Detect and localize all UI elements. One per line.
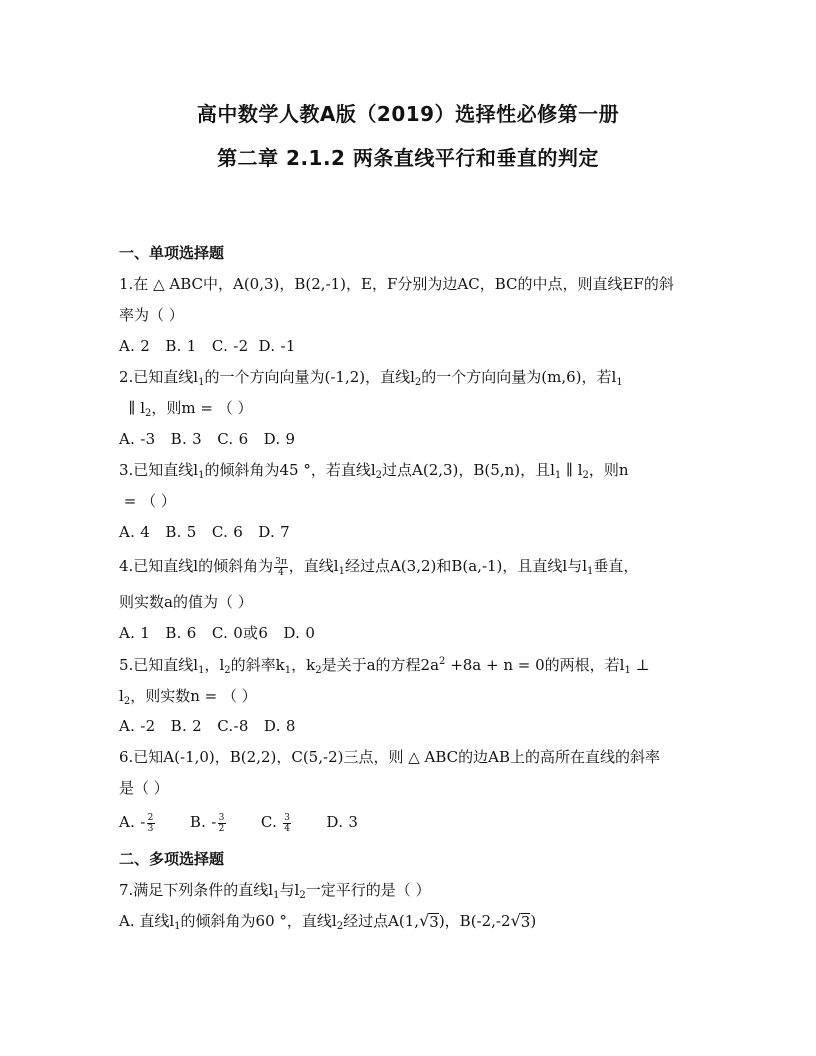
question-4-text: 4.已知直线l的倾斜角为 $\frac{3\pi}{4}$ ，直线$l_1$经过点A(3,2)和B(a,-1)，且直线l与$l_1$垂直， xyxy=(119,556,639,578)
question-6-text-cont: 是（ ） xyxy=(119,779,169,797)
question-3-text-cont: = （ ） xyxy=(119,492,176,510)
question-2-text-cont: ∥ $l_2$，则m = （ ） xyxy=(119,399,253,419)
question-5-text: 5.已知直线$l_1$，$l_2$的斜率$k_1$，$k_2$是关于a的方程$2a^2 +8a + n = 0$的两根，若$l_1$ ⊥ xyxy=(119,656,650,676)
question-5-options: A. -2 B. 2 C.-8 D. 8 xyxy=(119,717,296,735)
option-a: A. - $\frac{2}{3}$ xyxy=(119,812,154,834)
option-b: B. - $\frac{3}{2}$ xyxy=(189,812,225,834)
question-4-text-cont: 则实数a的值为（ ） xyxy=(119,593,253,611)
section-single-choice-title: 一、单项选择题 xyxy=(119,244,225,262)
question-6-text: 6.已知A(-1,0)，B(2,2)，C(5,-2)三点，则 △ ABC的边AB上的高所在直线的斜率 xyxy=(119,748,660,766)
sqrt-symbol: √ 3 xyxy=(510,911,531,931)
option-d: D. 3 xyxy=(326,813,359,831)
question-3-options: A. 4 B. 5 C. 6 D. 7 xyxy=(119,523,291,541)
question-5-text-cont: $l_2$，则实数n = （ ） xyxy=(119,687,257,707)
question-1-text: 1.在 △ ABC中，A(0,3)，B(2,-1)，E，F分别为边AC，BC的中点，则直线EF的斜 xyxy=(119,275,674,293)
sqrt-symbol: √ 3 xyxy=(419,911,439,931)
fraction-3pi-over-4: $\frac{3\pi}{4}$ xyxy=(275,556,287,578)
question-2-options: A. -3 B. 3 C. 6 D. 9 xyxy=(119,430,296,448)
question-2-text: 2.已知直线$l_1$的一个方向向量为(-1,2)，直线$l_2$的一个方向向量为(m,6)，若$l_1$ xyxy=(119,368,623,388)
question-7-text: 7.满足下列条件的直线$l_1$与$l_2$一定平行的是（ ） xyxy=(119,881,431,901)
document-subtitle: 第二章 2.1.2 两条直线平行和垂直的判定 xyxy=(217,146,599,170)
question-1-options: A. 2 B. 1 C. -2 D. -1 xyxy=(119,337,296,355)
document-title: 高中数学人教A版（2019）选择性必修第一册 xyxy=(196,102,620,126)
question-6-options xyxy=(119,812,358,834)
section-multiple-choice-title: 二、多项选择题 xyxy=(119,850,225,868)
question-1-text-cont: 率为（ ） xyxy=(119,306,184,324)
question-7-option-a: A. 直线$l_1$的倾斜角为60 °，直线$l_2$经过点A(1, √ 3 )，B(-2,-2 √ 3 ) xyxy=(119,911,537,932)
question-3-text: 3.已知直线$l_1$的倾斜角为45 °，若直线$l_2$过点A(2,3)，B(5,n)，且$l_1$ ∥ $l_2$，则n xyxy=(119,461,629,481)
option-c: C. $\frac{3}{4}$ xyxy=(260,812,291,834)
question-4-options: A. 1 B. 6 C. 0或6 D. 0 xyxy=(119,624,316,642)
